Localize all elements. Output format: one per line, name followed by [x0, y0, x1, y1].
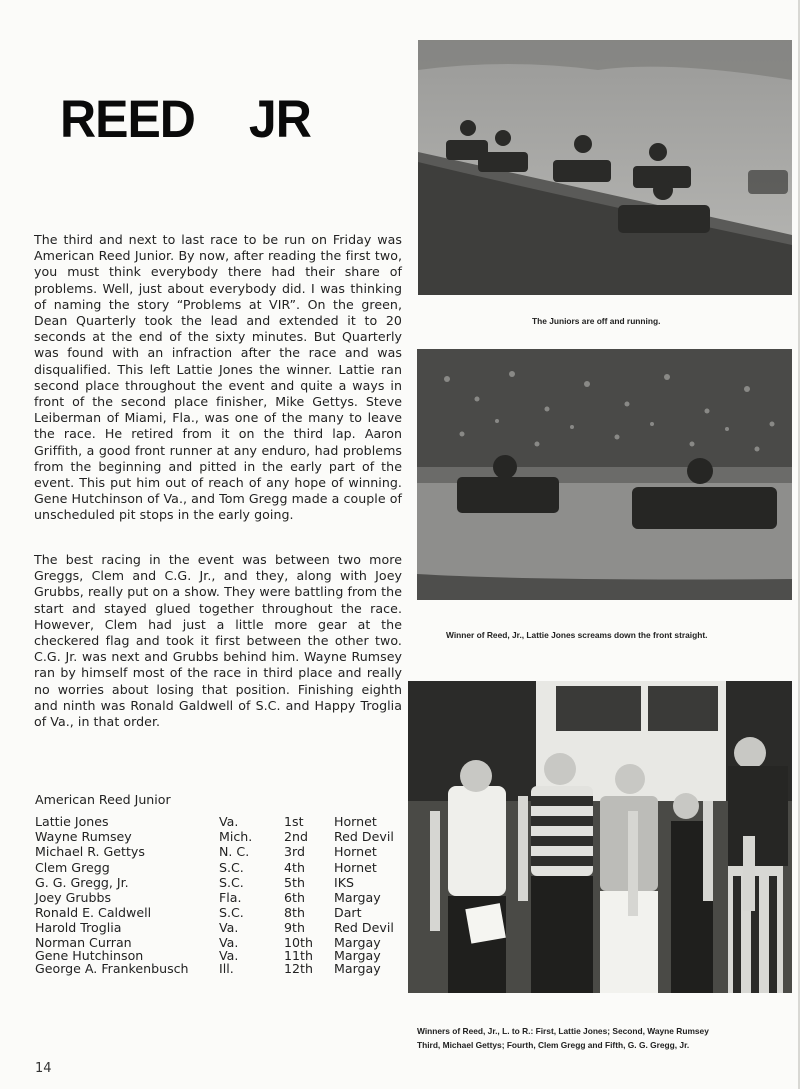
table-row	[35, 920, 394, 935]
driver-name: Gene Hutchinson	[35, 947, 144, 963]
table-row	[35, 905, 394, 920]
driver-name: Clem Gregg	[35, 859, 110, 875]
kart-make: Margay	[334, 960, 381, 976]
finish-place: 2nd	[284, 829, 308, 845]
driver-name: George A. Frankenbusch	[35, 960, 189, 976]
photo-caption-3-line-2: Third, Michael Gettys; Fourth, Clem Gregg and Fifth, G. G. Gregg, Jr.	[417, 1040, 690, 1050]
finish-place: 12th	[284, 960, 313, 976]
driver-name: Lattie Jones	[35, 814, 109, 829]
photo-lattie-jones-straight-image	[417, 349, 792, 600]
driver-name: Michael R. Gettys	[35, 844, 145, 860]
results-title: American Reed Junior	[35, 792, 171, 807]
table-row	[35, 936, 394, 949]
results-table	[35, 814, 394, 975]
kart-make: Hornet	[334, 859, 377, 875]
driver-name: Joey Grubbs	[35, 890, 112, 906]
driver-state: Va.	[219, 814, 239, 829]
driver-state: Va.	[219, 947, 239, 963]
table-row	[35, 814, 394, 829]
table-row	[35, 875, 394, 890]
photo-caption-1: The Juniors are off and running.	[532, 316, 661, 326]
driver-state: Va.	[219, 934, 239, 950]
kart-make: Hornet	[334, 814, 377, 829]
finish-place: 1st	[284, 814, 304, 829]
driver-state: Va.	[219, 920, 239, 936]
driver-state: S.C.	[219, 874, 244, 890]
results-table-section	[35, 792, 405, 975]
finish-place: 4th	[284, 859, 305, 875]
driver-name: Ronald E. Caldwell	[35, 905, 152, 921]
photo-winners-group	[408, 681, 792, 993]
driver-state: Ill.	[219, 960, 234, 976]
driver-state: Fla.	[219, 890, 242, 906]
driver-state: S.C.	[219, 859, 244, 875]
table-row	[35, 949, 394, 962]
driver-name: Wayne Rumsey	[35, 829, 132, 845]
photo-karts-start	[418, 40, 792, 295]
driver-state: N. C.	[219, 844, 250, 860]
photo-winners-group-image	[408, 681, 792, 993]
kart-make: Red Devil	[334, 829, 394, 845]
driver-name: G. G. Gregg, Jr.	[35, 874, 129, 890]
finish-place: 8th	[284, 905, 305, 921]
article-title	[60, 89, 311, 149]
kart-make: Margay	[334, 890, 381, 906]
finish-place: 6th	[284, 890, 305, 906]
driver-name: Norman Curran	[35, 934, 132, 950]
driver-name: Harold Troglia	[35, 920, 122, 936]
kart-make: Margay	[334, 934, 381, 950]
photo-caption-3	[417, 1024, 797, 1052]
table-row	[35, 890, 394, 905]
article-paragraph-1: The third and next to last race to be run on Friday was American Reed Junior. By now, after reading the first two, you must think everybody there had their share of problems. Well, just about everybody did. I was thinking of naming the story “Problems at VIR”. On the green, Dean Quarterly took the lead and extended it to 20 seconds at the end of the sixty minutes. But Quarterly was found with an infraction after the race and was disqualified. This left Lattie Jones the winner. Lattie ran second place throughout the event and quite a ways in front of the second place finisher, Mike Gettys. Steve Leiberman of Miami, Fla., was one of the many to leave the race. He retired from it on the third lap. Aaron Griffith, a good front runner at any enduro, had problems from the beginning and pitted in the early part of the event. This put him out of reach of any hope of winning. Gene Hutchinson of Va., and Tom Gregg made a couple of unscheduled pit stops in the early going.	[34, 232, 402, 523]
table-row	[35, 829, 394, 844]
kart-make: Red Devil	[334, 920, 394, 936]
driver-state: Mich.	[219, 829, 253, 845]
photo-caption-3-line-1: Winners of Reed, Jr., L. to R.: First, Lattie Jones; Second, Wayne Rumsey	[417, 1026, 709, 1036]
finish-place: 11th	[284, 947, 313, 963]
page-number: 14	[35, 1061, 52, 1076]
driver-state: S.C.	[219, 905, 244, 921]
photo-lattie-jones-straight	[417, 349, 792, 600]
photo-karts-start-image	[418, 40, 792, 295]
finish-place: 3rd	[284, 844, 305, 860]
table-row	[35, 860, 394, 875]
kart-make: Hornet	[334, 844, 377, 860]
title-word-jr: JR	[248, 89, 311, 149]
article-paragraph-2: The best racing in the event was between two more Greggs, Clem and C.G. Jr., and they, along with Joey Grubbs, really put on a show. They were battling from the start and stayed glued together throughout the race. However, Clem had just a little more gear at the checkered flag and took it first between the other two. C.G. Jr. was next and Grubbs behind him. Wayne Rumsey ran by himself most of the race in third place and really no worries about losing that position. Finishing eighth and ninth was Ronald Galdwell of S.C. and Happy Troglia of Va., in that order.	[34, 552, 402, 730]
finish-place: 5th	[284, 874, 305, 890]
table-row	[35, 962, 394, 975]
finish-place: 10th	[284, 934, 313, 950]
title-word-reed: REED	[60, 89, 195, 149]
photo-caption-2: Winner of Reed, Jr., Lattie Jones screams down the front straight.	[446, 630, 708, 640]
kart-make: Margay	[334, 947, 381, 963]
kart-make: Dart	[334, 905, 362, 921]
table-row	[35, 844, 394, 859]
kart-make: IKS	[334, 874, 354, 890]
finish-place: 9th	[284, 920, 305, 936]
